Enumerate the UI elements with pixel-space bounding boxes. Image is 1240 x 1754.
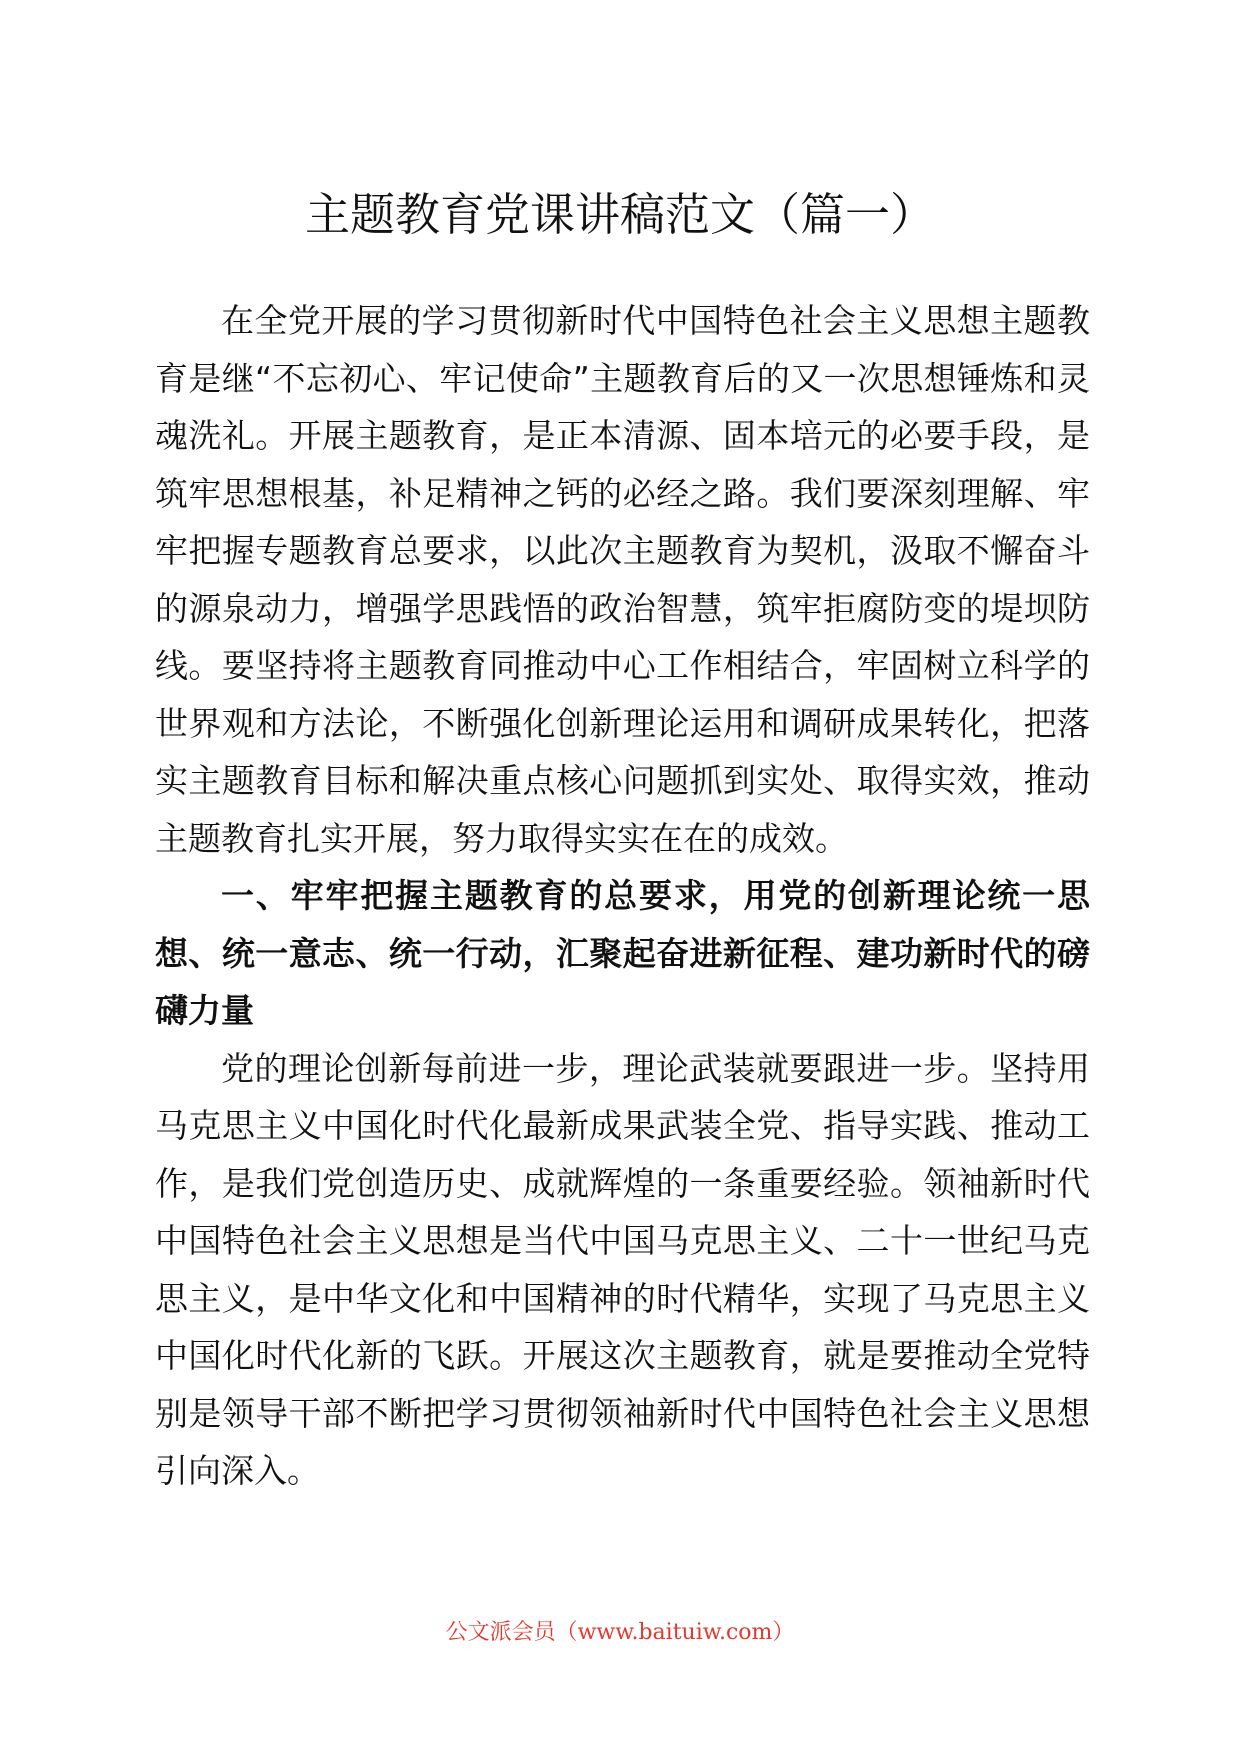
document-title: 主题教育党课讲稿范文（篇一） [304,188,935,241]
body-paragraph-2: 党的理论创新每前进一步，理论武装就要跟进一步。坚持用马克思主义中国化时代化最新成果武装全党、指导实践、推动工作，是我们党创造历史、成就辉煌的一条重要经验。领袖新时代中国特色社会主义思想是当代中国马克思主义、二十一世纪马克思主义，是中华文化和中国精神的时代精华，实现了马克思主义中国化时代化新的飞跃。开展这次主题教育，就是要推动全党特别是领导干部不断把学习贯彻领袖新时代中国特色社会主义思想引向深入。 [155,1048,1090,1490]
body-paragraph-1: 在全党开展的学习贯彻新时代中国特色社会主义思想主题教育是继“不忘初心、牢记使命”主题教育后的又一次思想锤炼和灵魂洗礼。开展主题教育，是正本清源、固本培元的必要手段，是筑牢思想根基，补足精神之钙的必经之路。我们要深刻理解、牢牢把握专题教育总要求，以此次主题教育为契机，汲取不懈奋斗的源泉动力，增强学思践悟的政治智慧，筑牢拒腐防变的堤坝防线。要坚持将主题教育同推动中心工作相结合，牢固树立科学的世界观和方法论，不断强化创新理论运用和调研成果转化，把落实主题教育目标和解决重点核心问题抓到实处、取得实效，推动主题教育扎实开展，努力取得实实在在的成效。 [155,301,1090,858]
document-body [155,292,1090,1500]
footer-watermark: 公文派会员（www.baituiw.com） [445,1620,795,1645]
section-heading-1: 一、牢牢把握主题教育的总要求，用党的创新理论统一思想、统一意志、统一行动，汇聚起奋进新征程、建功新时代的磅礴力量 [155,876,1090,1030]
